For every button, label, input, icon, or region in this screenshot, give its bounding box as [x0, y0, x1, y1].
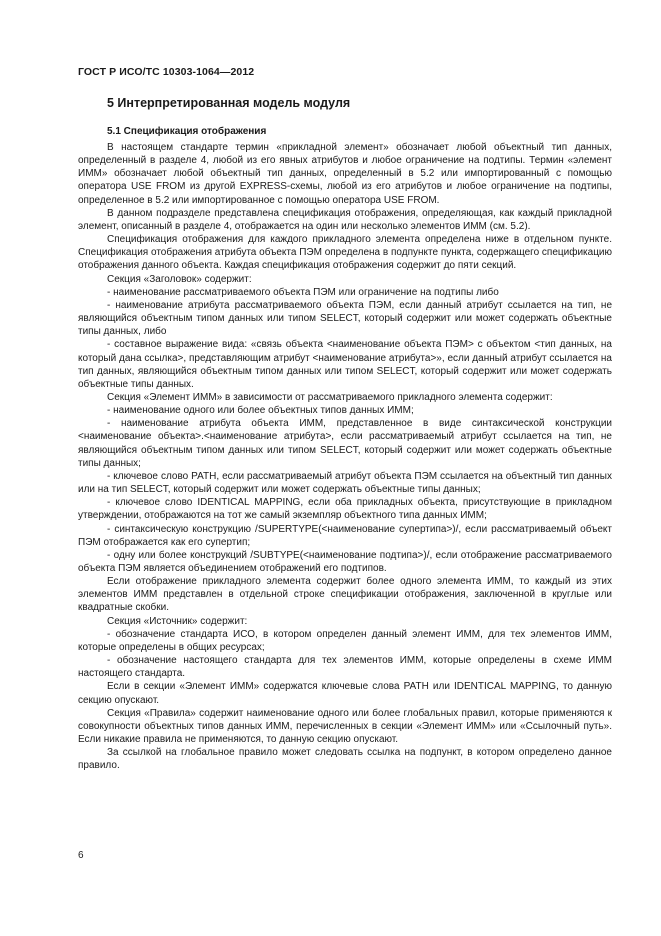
list-item: - ключевое слово PATH, если рассматриваемый атрибут объекта ПЭМ ссылается на объектный тип данных или на тип SELECT, который содержит или может содержать объектные типы данных;	[78, 470, 612, 496]
subsection-title: 5.1 Спецификация отображения	[107, 126, 267, 137]
paragraph: Секция «Элемент ИММ» в зависимости от рассматриваемого прикладного элемента содержит:	[107, 391, 553, 403]
paragraph: Секция «Заголовок» содержит:	[107, 273, 252, 285]
list-item: - наименование атрибута рассматриваемого объекта ПЭМ, если данный атрибут ссылается на тип, не являющийся объектным типом данных или типом SELECT, который содержит или может содержать объектные типы данных, либо	[78, 299, 612, 338]
list-item: - наименование атрибута объекта ИММ, представленное в виде синтаксической конструкции <наименование объекта>.<наименование атрибута>, если рассматриваемый атрибут ссылается на тип, не являющийся объектным типом данных или типом SELECT, который содержит или может содержать объектные типы данных;	[78, 418, 612, 469]
page-number: 6	[78, 850, 84, 861]
body-text	[78, 141, 612, 773]
paragraph: Секция «Правила» содержит наименование одного или более глобальных правил, которые применяются к совокупности объектных типов данных ИММ, перечисленных в секции «Элемент ИММ» или «Ссылочный путь». Если никакие правила не применяются, то данную секцию опускают.	[78, 707, 612, 746]
paragraph: В данном подразделе представлена спецификация отображения, определяющая, как каждый прикладной элемент, описанный в разделе 4, отображается на один или несколько элементов ИММ (см. 5.2).	[78, 207, 612, 232]
paragraph: Если отображение прикладного элемента содержит более одного элемента ИММ, то каждый из этих элементов ИММ представлен в отдельной строке спецификации отображения, заключенной в круглые или квадратные скобки.	[78, 576, 612, 614]
list-item: - обозначение стандарта ИСО, в котором определен данный элемент ИММ, для тех элементов ИММ, которые определены в общих ресурсах;	[78, 628, 612, 653]
list-item: - составное выражение вида: «связь объекта <наименование объекта ПЭМ> с объектом <тип данных, на который дана ссылка>, представляющим атрибут <наименование атрибута>», если данный атрибут ссылается на тип данных, являющийся объектным типом данных или типом SELECT, который содержит или может содержать объектные типы данных.	[78, 339, 612, 390]
paragraph: За ссылкой на глобальное правило может следовать ссылка на подпункт, в котором определено данное правило.	[78, 747, 612, 772]
list-item: - одну или более конструкций /SUBTYPE(<наименование подтипа>)/, если отображение рассматриваемого объекта ПЭМ является объединением отображений его подтипов.	[78, 549, 612, 574]
list-item: - обозначение настоящего стандарта для тех элементов ИММ, которые определены в схеме ИММ настоящего стандарта.	[78, 655, 612, 680]
paragraph: Если в секции «Элемент ИММ» содержатся ключевые слова PATH или IDENTICAL MAPPING, то данную секцию опускают.	[78, 681, 612, 706]
list-item: - наименование рассматриваемого объекта ПЭМ или ограничение на подтипы либо	[107, 286, 499, 298]
list-item: - наименование одного или более объектных типов данных ИММ;	[107, 405, 414, 417]
paragraph: В настоящем стандарте термин «прикладной элемент» обозначает любой объектный тип данных, определенный в разделе 4, любой из его явных атрибутов и любое ограничение на подтипы. Термин «элемент ИММ» обозначает любой объектный тип данных, определенный в 5.2 или импортированный с помощью оператора USE FROM из другой EXPRESS-схемы, любой из его атрибутов и любое ограничение на подтипы, определенное в 5.2 или импортированное с помощью оператора USE FROM.	[78, 142, 612, 206]
list-item: - ключевое слово IDENTICAL MAPPING, если оба прикладных объекта, присутствующие в прикладном утверждении, отображаются на тот же самый экземпляр объектного типа данных ИММ;	[78, 497, 612, 522]
section-title: 5 Интерпретированная модель модуля	[107, 96, 351, 110]
list-item: - синтаксическую конструкцию /SUPERTYPE(<наименование супертипа>)/, если рассматриваемый объект ПЭМ отображается как его супертип;	[78, 523, 612, 548]
paragraph: Секция «Источник» содержит:	[107, 615, 248, 627]
document-header: ГОСТ Р ИСО/ТС 10303-1064—2012	[78, 66, 255, 78]
paragraph: Спецификация отображения для каждого прикладного элемента определена ниже в отдельном пункте. Спецификация отображения атрибута объекта ПЭМ определена в подпункте пункта, содержащего спецификацию отображения данного объекта. Каждая спецификация отображения содержит до пяти секций.	[78, 234, 613, 272]
